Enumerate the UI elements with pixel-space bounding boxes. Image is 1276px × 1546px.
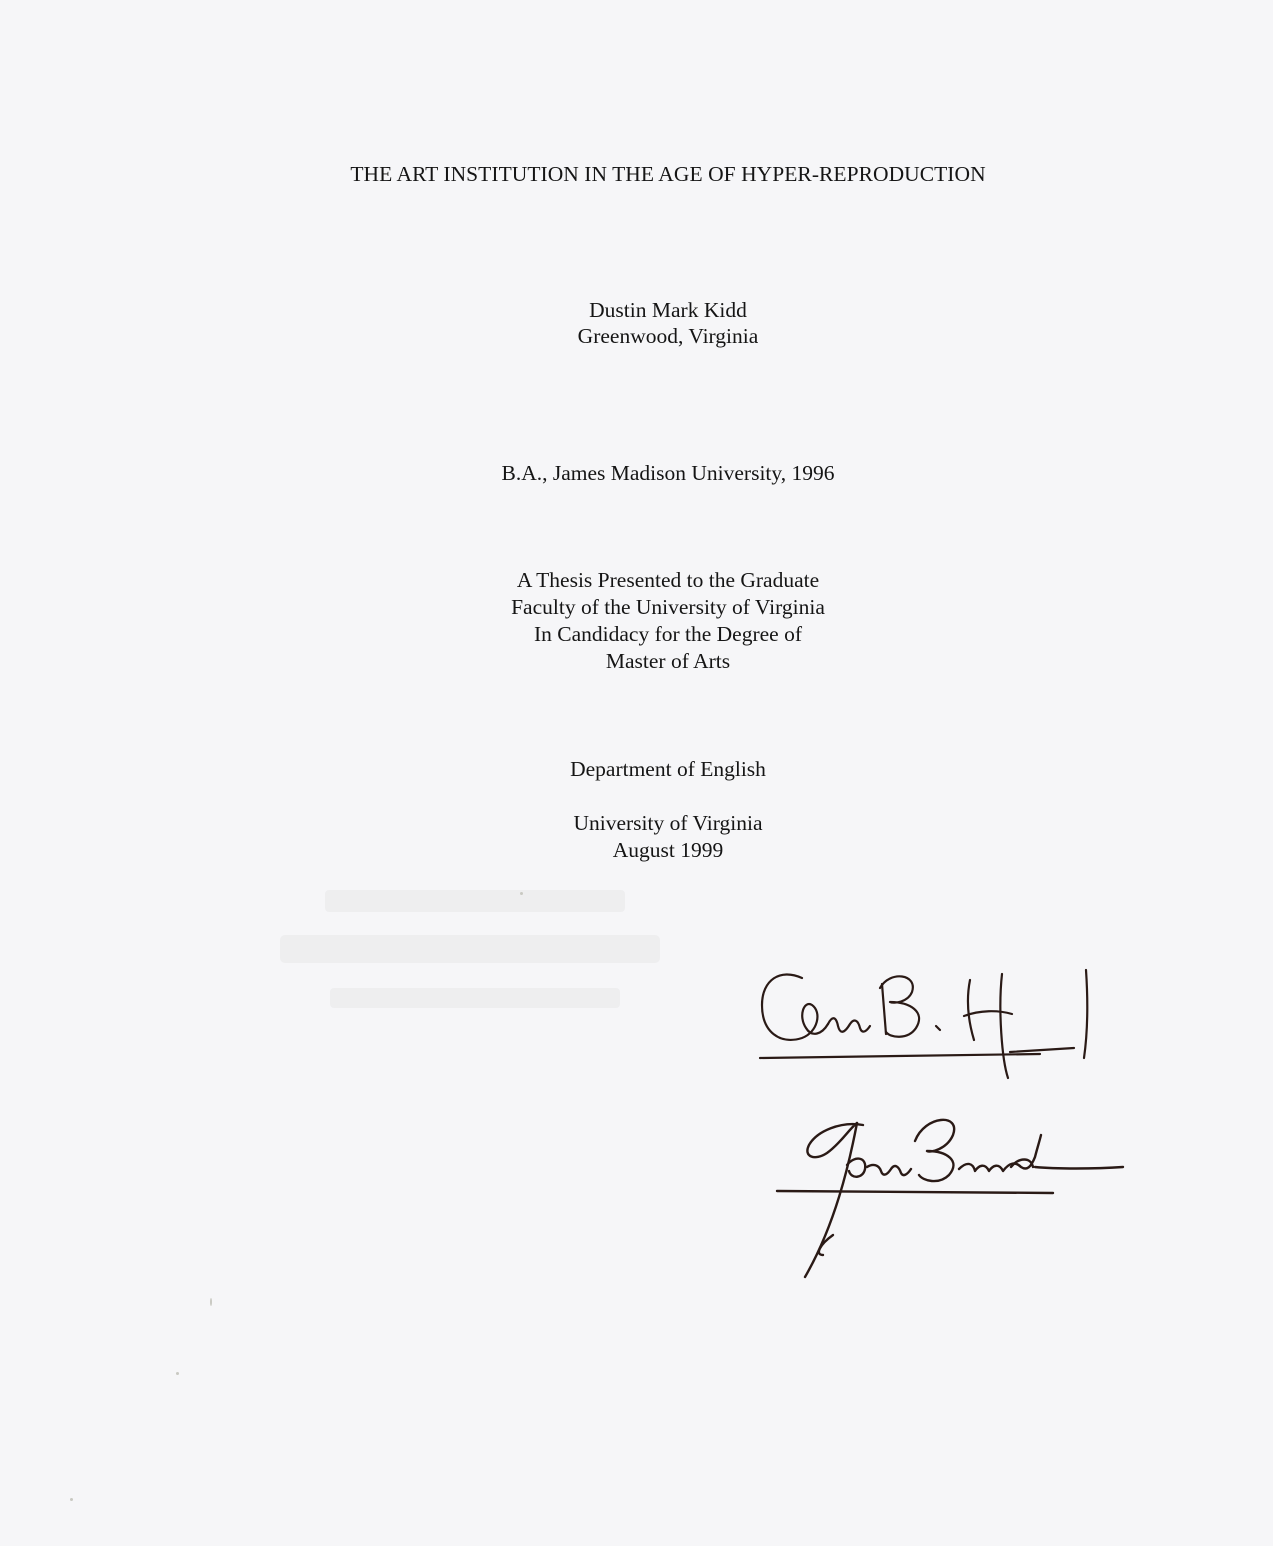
thesis-statement-line-3: In Candidacy for the Degree of	[533, 622, 803, 646]
bleed-through-mark	[270, 880, 670, 1020]
committee-signature-2	[775, 1095, 1135, 1285]
paper-speck	[210, 1298, 212, 1306]
thesis-date: August 1999	[612, 838, 724, 862]
thesis-statement-line-4: Master of Arts	[605, 649, 731, 673]
author-name: Dustin Mark Kidd	[589, 298, 747, 322]
paper-speck	[176, 1372, 179, 1375]
committee-signature-1	[740, 950, 1110, 1080]
department: Department of English	[570, 757, 766, 781]
paper-speck	[520, 892, 523, 895]
thesis-statement-line-1: A Thesis Presented to the Graduate	[516, 568, 820, 592]
author-hometown: Greenwood, Virginia	[577, 324, 759, 348]
university: University of Virginia	[573, 811, 763, 835]
paper-speck	[70, 1498, 73, 1501]
thesis-title: THE ART INSTITUTION IN THE AGE OF HYPER-REPRODUCTION	[350, 162, 986, 186]
thesis-statement-line-2: Faculty of the University of Virginia	[511, 595, 825, 619]
prior-degree: B.A., James Madison University, 1996	[501, 461, 835, 485]
